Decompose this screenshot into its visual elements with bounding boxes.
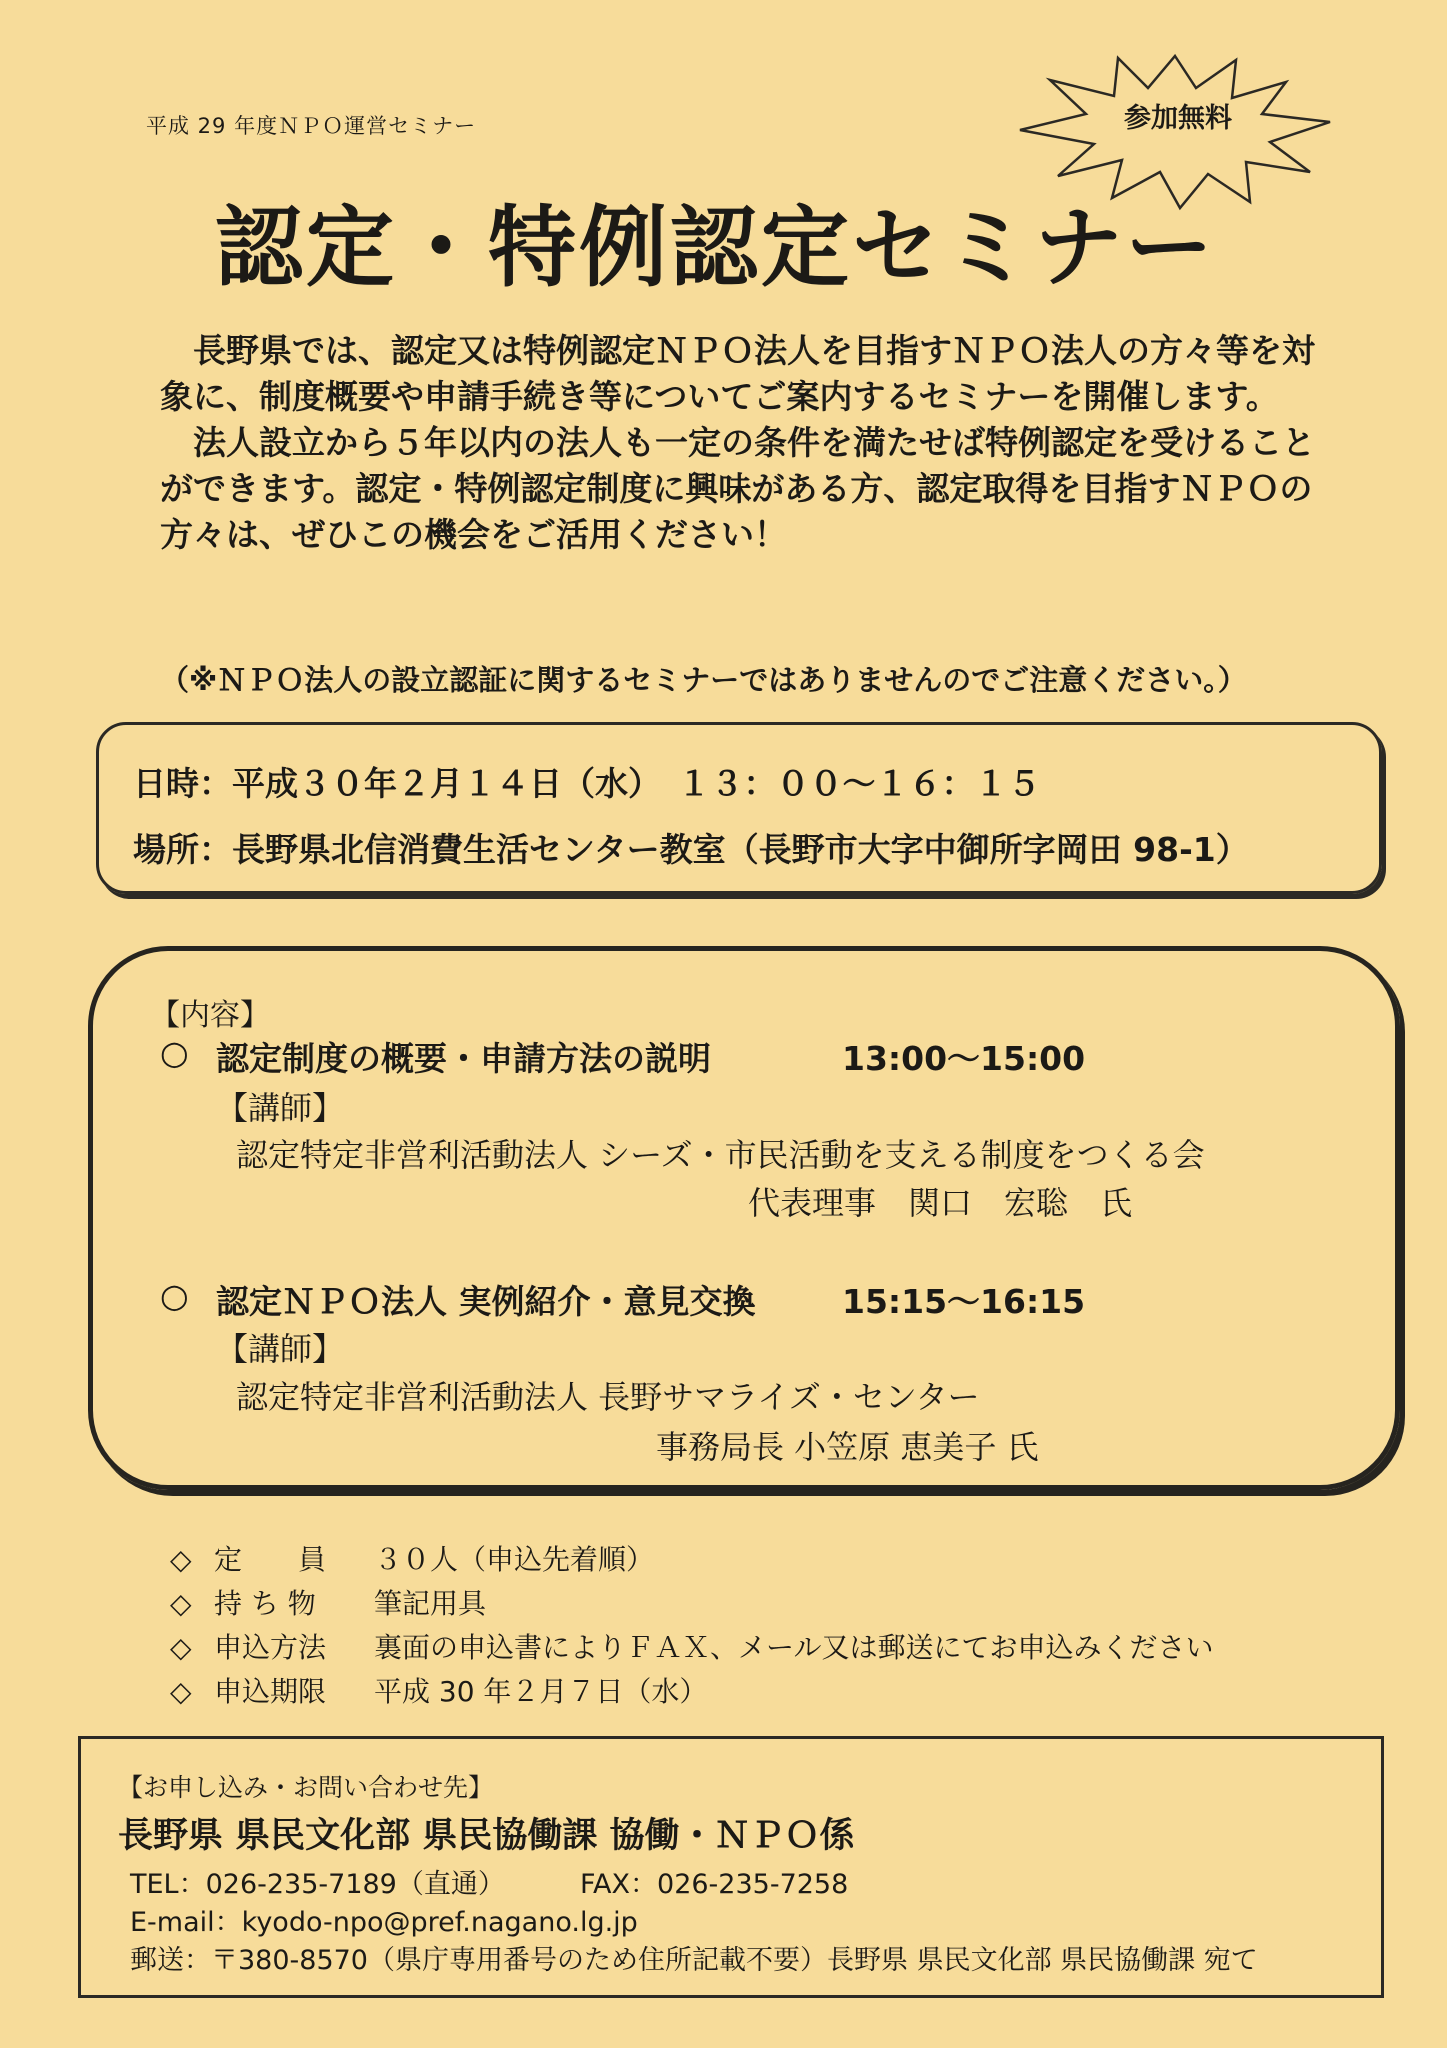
program-item-time: 15:15～16:15 bbox=[842, 1282, 1086, 1321]
program-item-time: 13:00～15:00 bbox=[842, 1039, 1086, 1078]
detail-label: 定 員 bbox=[214, 1543, 327, 1576]
contact-post: 郵送：〒380-8570（県庁専用番号のため住所記載不要）長野県 県民文化部 県民協働課 宛て bbox=[130, 1945, 1258, 1976]
detail-row-capacity bbox=[170, 1538, 654, 1578]
contact-email[interactable]: E-mail：kyodo-npo@pref.nagano.lg.jp bbox=[130, 1907, 638, 1938]
contact-organization: 長野県 県民文化部 県民協働課 協働・ＮＰＯ係 bbox=[118, 1816, 855, 1856]
contact-tel: TEL：026-235-7189（直通） bbox=[130, 1869, 505, 1900]
lecturer-label: 【講師】 bbox=[216, 1089, 345, 1127]
page-title: 認定・特例認定セミナー bbox=[215, 196, 1217, 299]
diamond-icon: ◇ bbox=[170, 1587, 192, 1620]
intro-paragraph: 長野県では、認定又は特例認定ＮＰＯ法人を目指すＮＰＯ法人の方々等を対象に、制度概要や申請手続き等についてご案内するセミナーを開催します。 bbox=[160, 331, 1315, 416]
lecturer-name: 事務局長 小笠原 恵美子 氏 bbox=[656, 1428, 1039, 1466]
detail-label: 持 ち 物 bbox=[214, 1587, 316, 1620]
program-item-title: 認定ＮＰＯ法人 実例紹介・意見交換 bbox=[216, 1282, 756, 1321]
detail-value: 裏面の申込書によりＦＡＸ、メール又は郵送にてお申込みください bbox=[374, 1631, 1214, 1664]
detail-label: 申込方法 bbox=[214, 1631, 327, 1664]
program-item-bullet: ○ bbox=[160, 1276, 189, 1315]
free-admission-badge: 参加無料 bbox=[1124, 103, 1232, 134]
intro-paragraph: 法人設立から５年以内の法人も一定の条件を満たせば特例認定を受けることができます。認定・特例認定制度に興味がある方、認定取得を目指すＮＰＯの方々は、ぜひこの機会をご活用ください！ bbox=[160, 423, 1315, 554]
detail-value: 平成 30 年２月７日（水） bbox=[374, 1675, 708, 1708]
diamond-icon: ◇ bbox=[170, 1543, 192, 1576]
detail-row-method bbox=[170, 1626, 1213, 1666]
datetime-text: 日時：平成３０年２月１４日（水） １３：００～１６：１５ bbox=[133, 764, 1041, 803]
lecturer-label: 【講師】 bbox=[216, 1330, 345, 1368]
datetime-place-box bbox=[96, 722, 1382, 894]
caution-note: （※ＮＰＯ法人の設立認証に関するセミナーではありませんのでご注意ください。） bbox=[160, 663, 1247, 697]
lecturer-name: 代表理事 関口 宏聡 氏 bbox=[748, 1184, 1133, 1222]
detail-value: ３０人（申込先着順） bbox=[374, 1543, 655, 1576]
diamond-icon: ◇ bbox=[170, 1675, 192, 1708]
diamond-icon: ◇ bbox=[170, 1631, 192, 1664]
detail-value: 筆記用具 bbox=[374, 1587, 487, 1620]
program-item-title: 認定制度の概要・申請方法の説明 bbox=[216, 1039, 711, 1078]
lecturer-organization: 認定特定非営利活動法人 長野サマライズ・センター bbox=[236, 1378, 980, 1416]
seminar-series-label: 平成 29 年度ＮＰＯ運営セミナー bbox=[146, 114, 477, 138]
intro-text bbox=[160, 328, 1340, 558]
place-text: 場所：長野県北信消費生活センター教室（長野市大字中御所字岡田 98-1） bbox=[133, 830, 1249, 869]
program-heading: 【内容】 bbox=[150, 998, 270, 1033]
program-item-bullet: ○ bbox=[160, 1033, 189, 1072]
detail-label: 申込期限 bbox=[214, 1675, 327, 1708]
lecturer-organization: 認定特定非営利活動法人 シーズ・市民活動を支える制度をつくる会 bbox=[236, 1136, 1205, 1174]
detail-row-belongings bbox=[170, 1582, 486, 1622]
detail-row-deadline bbox=[170, 1670, 707, 1710]
contact-heading: 【お申し込み・お問い合わせ先】 bbox=[118, 1773, 494, 1802]
contact-fax: FAX：026-235-7258 bbox=[580, 1869, 849, 1900]
